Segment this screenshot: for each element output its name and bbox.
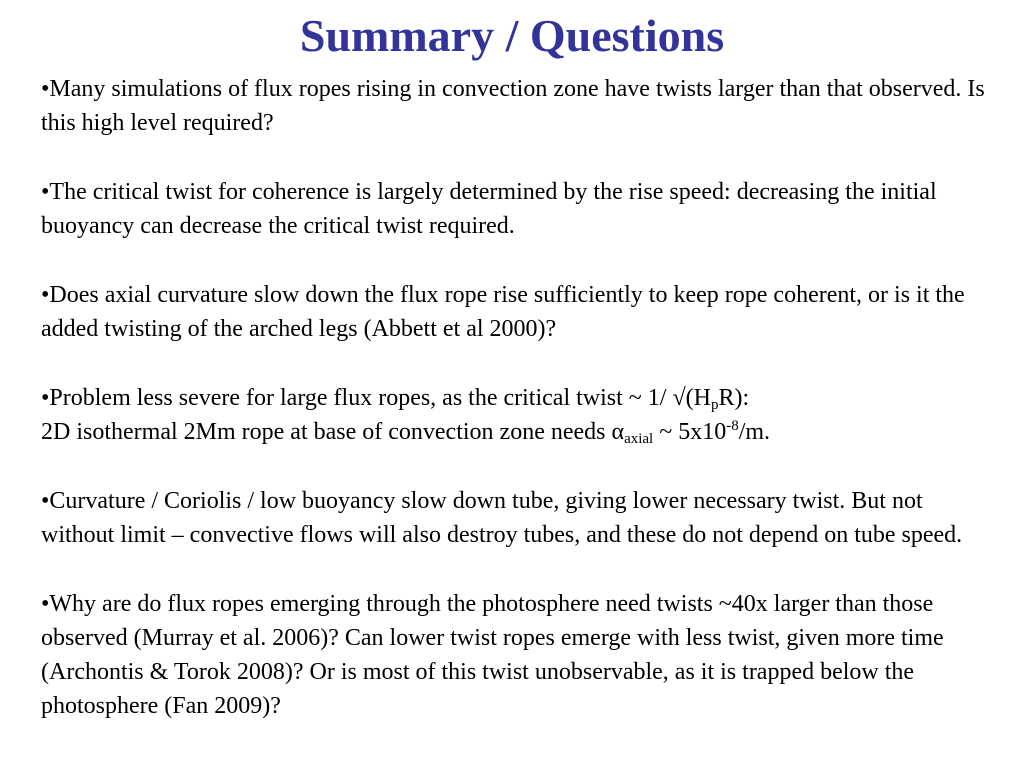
bullet-isothermal-text-b: ~ 5x10 [653, 419, 727, 445]
bullet-twist-simulations: •Many simulations of flux ropes rising in convection zone have twists larger than that observed. Is this high level required? [41, 76, 985, 136]
bullet-axial-curvature: •Does axial curvature slow down the flux rope rise sufficiently to keep rope coherent, or is it the added twisting of the arched legs (Abbett et al 2000)? [41, 282, 965, 342]
subscript-p: p [710, 397, 719, 413]
slide-title: Summary / Questions [299, 10, 725, 61]
bullet-curvature-coriolis: •Curvature / Coriolis / low buoyancy slow down tube, giving lower necessary twist. But not without limit – convective flows will also destroy tubes, and these do not depend on tube speed. [41, 488, 963, 548]
bullet-large-flux-ropes [41, 381, 991, 449]
bullet-photosphere-emergence: •Why are do flux ropes emerging through the photosphere need twists ~40x larger than those observed (Murray et al. 2006)? Can lower twist ropes emerge with less twist, given more time (Archontis & Torok 2008)? Or is most of this twist unobservable, as it is trapped below the photosphere (Fan 2009)? [41, 591, 944, 719]
bullet-large-flux-ropes-text-b: R): [718, 385, 750, 411]
subscript-axial: axial [624, 431, 654, 447]
bullet-critical-twist: •The critical twist for coherence is largely determined by the rise speed: decreasing the initial buoyancy can decrease the critical twist required. [41, 179, 937, 239]
superscript-exponent: -8 [726, 418, 739, 434]
bullet-list [41, 72, 991, 723]
bullet-isothermal-text-c: /m. [738, 419, 771, 445]
bullet-isothermal-text-a: 2D isothermal 2Mm rope at base of convection zone needs α [41, 419, 625, 445]
bullet-large-flux-ropes-text-a: •Problem less severe for large flux ropes, as the critical twist ~ 1/ √(H [41, 385, 711, 411]
